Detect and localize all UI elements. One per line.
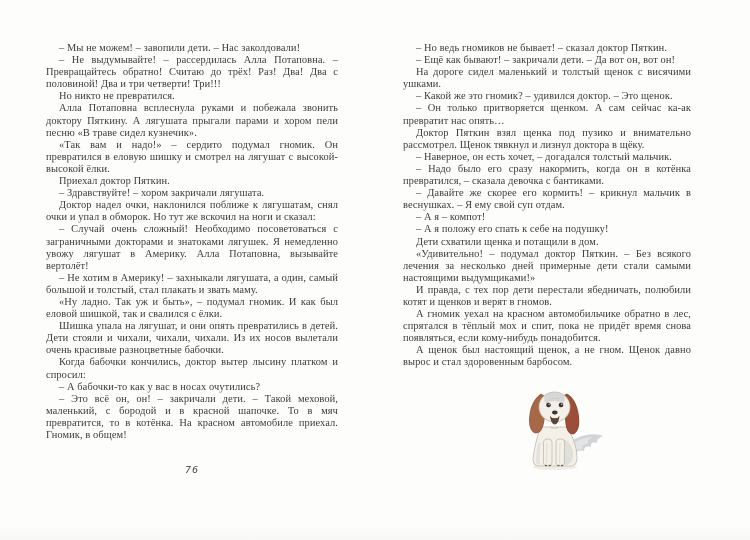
paragraph: – Наверное, он есть хочет, – догадался толстый мальчик. (416, 151, 673, 163)
paragraph: Дети схватили щенка и потащили в дом. (416, 236, 599, 248)
paragraph: – Надо было его сразу накормить, когда он в котёнка превратился, – сказала девочка с бантиками. (403, 163, 691, 188)
paragraph: И правда, с тех пор дети перестали ябедничать, полюбили котят и щенков и верят в гномов. (403, 284, 691, 308)
paragraph: А гномик уехал на красном автомобильчике обратно в лес, спрятался в тёплый мох и спит, пока не придёт время снова появляться, если кому-нибудь понадобится. (403, 309, 691, 345)
paragraph: – Случай очень сложный! Необходимо посоветоваться с заграничными докторами и знатоками лягушек. Я немедленно увожу лягушат в Америку. Алла Потаповна, вызывайте вертолёт! (46, 224, 338, 272)
puppy-illustration-svg (500, 383, 612, 475)
paragraph: На дороге сидел маленький и толстый щенок с висячими ушками. (403, 67, 691, 91)
paragraph: – Он только притворяется щенком. А сам сейчас ка-ак превратит нас опять… (403, 103, 691, 127)
paragraph: «Так вам и надо!» – сердито подумал гномик. Он превратился в еловую шишку и смотрел на лягушат с высокой-высокой ёлки. (46, 139, 338, 175)
paragraph: «Ну ладно. Так уж и быть», – подумал гномик. И как был еловой шишкой, так и свалился с ёлки. (46, 296, 338, 321)
paragraph: Приехал доктор Пяткин. (59, 176, 170, 188)
paragraph: – Здравствуйте! – хором закричали лягушата. (59, 188, 265, 200)
paragraph: – Мы не можем! – завопили дети. – Нас заколдовали! (59, 43, 301, 54)
paragraph: – Ещё как бывают! – закричали дети. – Да вот он, вот он! (416, 55, 676, 67)
paragraph: «Удивительно! – подумал доктор Пяткин. – Без всякого лечения за несколько дней примерные дети стали самыми настоящими выдумщиками!» (403, 248, 691, 284)
paragraph: – Это всё он, он! – закричали дети. – Такой меховой, маленький, с бородой и в красной шапочке. То в мяч превратится, то в котёнка. На красном автомобиле приехал. Гномик, в общем! (46, 393, 338, 441)
paragraph: А щенок был настоящий щенок, а не гном. Щенок давно вырос и стал здоровенным барбосом. (403, 345, 691, 369)
paragraph: Шишка упала на лягушат, и они опять превратились в детей. Дети стояли и чихали, чихали, чихали. Из их носов вылетали очень красивые разноцветные бабочки. (46, 321, 338, 357)
paragraph: – А я – компот! (416, 212, 486, 224)
paragraph: – Но ведь гномиков не бывает! – сказал доктор Пяткин. (416, 43, 668, 54)
paragraph: Доктор надел очки, наклонился поближе к лягушатам, снял очки и упал в обморок. Но тут же вскочил на ноги и сказал: (46, 200, 338, 224)
text-column-left (46, 43, 338, 442)
paragraph: Алла Потаповна всплеснула руками и побежала звонить доктору Пяткину. А лягушата прыгали парами и хором пели песню «В траве сидел кузнечик». (46, 103, 338, 139)
paragraph: Доктор Пяткин взял щенка под пузико и внимательно рассмотрел. Щенок тявкнул и лизнул доктора в щёку. (403, 127, 691, 151)
page-number: 76 (184, 465, 200, 476)
paragraph: – Давайте же скорее его кормить! – крикнул мальчик в веснушках. – Я ему свой суп отдам. (403, 188, 691, 212)
paragraph: – А бабочки-то как у вас в носах очутились? (59, 381, 261, 393)
paragraph: Но никто не превратился. (59, 91, 175, 103)
paragraph: – Какой же это гномик? – удивился доктор. – Это щенок. (416, 91, 673, 103)
paragraph: – Не выдумывайте! – рассердилась Алла Потаповна. – Превращайтесь обратно! Считаю до трёх! Раз! Два! Два с половиной! Два и три четверти! Три!!! (46, 55, 338, 91)
puppy-illustration (500, 383, 612, 475)
paragraph: Когда бабочки кончились, доктор вытер лысину платком и спросил: (46, 357, 338, 381)
text-column-right (403, 43, 691, 370)
paragraph: – А я положу его спать к себе на подушку! (416, 224, 609, 236)
paragraph: – Не хотим в Америку! – захныкали лягушата, а один, самый большой и толстый, стал плакать и звать маму. (46, 272, 338, 296)
